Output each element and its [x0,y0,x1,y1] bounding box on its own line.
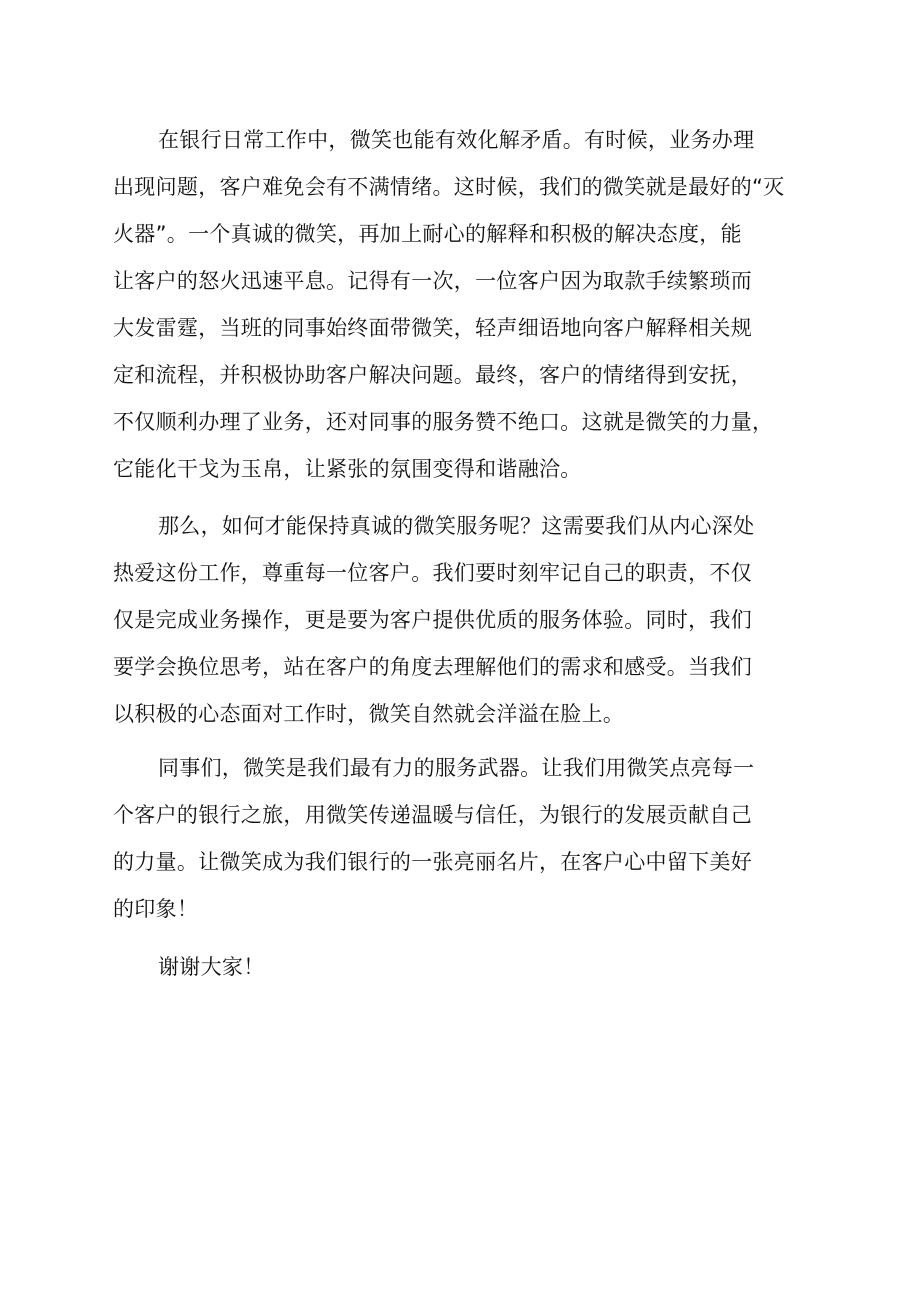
paragraph-line: 要学会换位思考，站在客户的角度去理解他们的需求和感受。当我们 [113,655,752,679]
paragraph-line: 不仅顺利办理了业务，还对同事的服务赞不绝口。这就是微笑的力量， [113,410,774,434]
paragraph-line: 让客户的怒火迅速平息。记得有一次，一位客户因为取款手续繁琐而 [113,269,752,293]
paragraph-line: 那么，如何才能保持真诚的微笑服务呢？这需要我们从内心深处 [158,514,755,538]
paragraph-line: 同事们，微笑是我们最有力的服务武器。让我们用微笑点亮每一 [158,756,755,780]
paragraph-line: 火器”。一个真诚的微笑，再加上耐心的解释和积极的解决态度，能 [113,222,742,246]
paragraph-line: 在银行日常工作中，微笑也能有效化解矛盾。有时候，业务办理 [158,128,755,152]
closing-line: 谢谢大家！ [158,955,265,979]
paragraph-line: 大发雷霆，当班的同事始终面带微笑，轻声细语地向客户解释相关规 [113,316,752,340]
paragraph-line: 仅是完成业务操作，更是要为客户提供优质的服务体验。同时，我们 [113,608,752,632]
paragraph-line: 的力量。让微笑成为我们银行的一张亮丽名片，在客户心中留下美好 [113,850,752,874]
paragraph-line: 个客户的银行之旅，用微笑传递温暖与信任，为银行的发展贡献自己 [113,803,752,827]
paragraph-line: 热爱这份工作，尊重每一位客户。我们要时刻牢记自己的职责，不仅 [113,561,752,585]
paragraph-line: 定和流程，并积极协助客户解决问题。最终，客户的情绪得到安抚， [113,363,752,387]
paragraph-line: 的印象！ [113,897,199,921]
paragraph-line: 以积极的心态面对工作时，微笑自然就会洋溢在脸上。 [113,702,625,726]
paragraph-line: 出现问题，客户难免会有不满情绪。这时候，我们的微笑就是最好的“灭 [113,175,785,199]
paragraph-line: 它能化干戈为玉帛，让紧张的氛围变得和谐融洽。 [113,457,582,481]
